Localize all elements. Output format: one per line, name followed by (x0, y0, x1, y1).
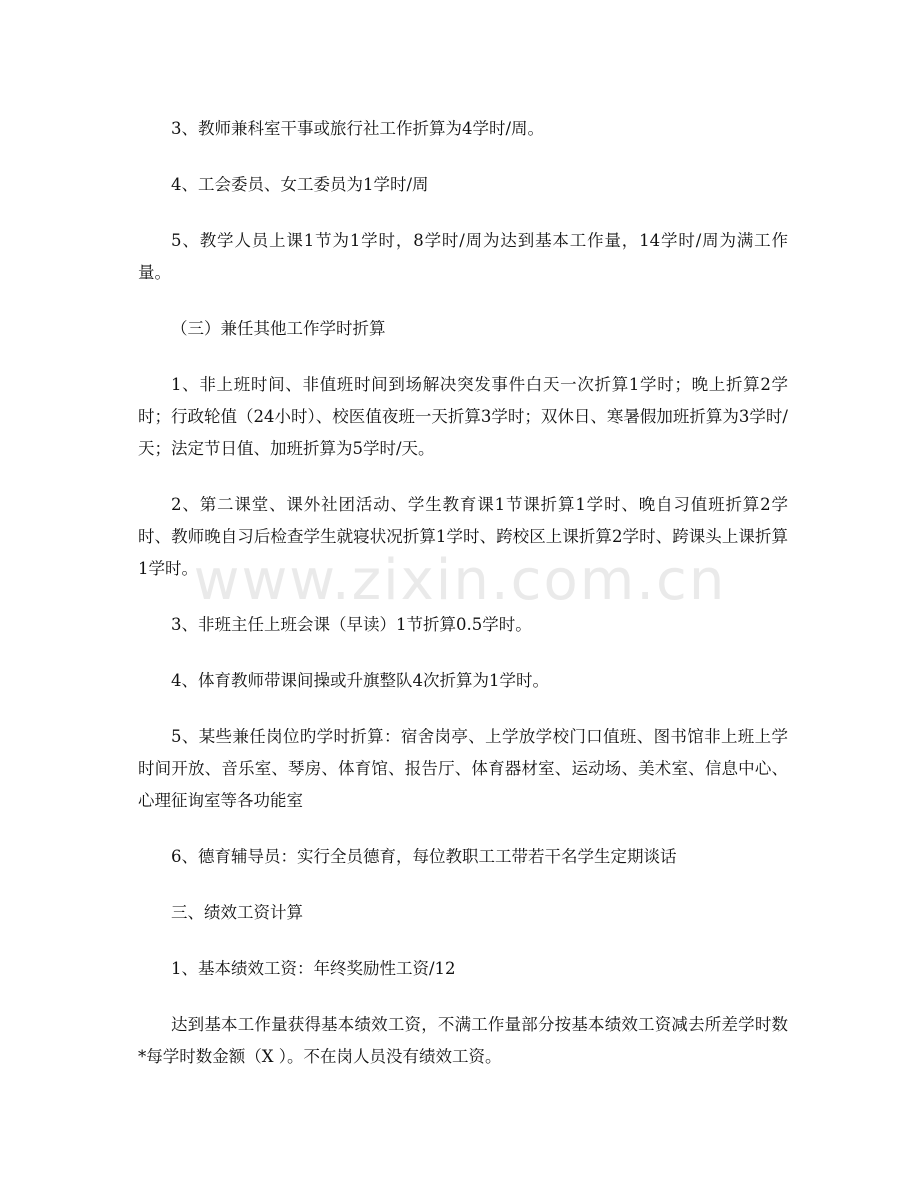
section-heading-other-work: （三）兼任其他工作学时折算 (171, 319, 386, 338)
paragraph-emergency-duty: 1、非上班时间、非值班时间到场解决突发事件白天一次折算1学时；晚上折算2学时；行政轮值（24小时）、校医值夜班一天折算3学时；双休日、寒暑假加班折算为3学时/天；法定节日值、加班折算为5学时/天。 (138, 375, 788, 458)
paragraph-pe-teacher: 4、体育教师带课间操或升旗整队4次折算为1学时。 (171, 671, 549, 690)
paragraph-part-time-posts: 5、某些兼任岗位旳学时折算：宿舍岗亭、上学放学校门口值班、图书馆非上班上学时间开放、音乐室、琴房、体育馆、报告厅、体育器材室、运动场、美术室、信息中心、心理征询室等各功能室 (138, 727, 788, 810)
paragraph-teaching-workload: 5、教学人员上课1节为1学时，8学时/周为达到基本工作量，14学时/周为满工作量。 (138, 231, 788, 282)
document-body (138, 113, 788, 1097)
section-heading-performance-pay: 三、绩效工资计算 (171, 903, 303, 922)
paragraph-class-meeting: 3、非班主任上班会课（早读）1节折算0.5学时。 (171, 615, 532, 634)
paragraph-basic-performance-pay: 1、基本绩效工资：年终奖励性工资/12 (171, 959, 456, 978)
watermark: www.zixin.com.cn (193, 548, 727, 613)
paragraph-union-committee: 4、工会委员、女工委员为1学时/周 (171, 175, 429, 194)
paragraph-pay-calculation: 达到基本工作量获得基本绩效工资，不满工作量部分按基本绩效工资减去所差学时数*每学时数金额（X ）。不在岗人员没有绩效工资。 (138, 1015, 788, 1066)
paragraph-second-classroom: 2、第二课堂、课外社团活动、学生教育课1节课折算1学时、晚自习值班折算2学时、教师晚自习后检查学生就寝状况折算1学时、跨校区上课折算2学时、跨课头上课折算1学时。 (138, 495, 788, 578)
paragraph-item-3-duty: 3、教师兼科室干事或旅行社工作折算为4学时/周。 (171, 119, 545, 138)
paragraph-moral-tutor: 6、德育辅导员：实行全员德育，每位教职工工带若干名学生定期谈话 (171, 847, 677, 866)
